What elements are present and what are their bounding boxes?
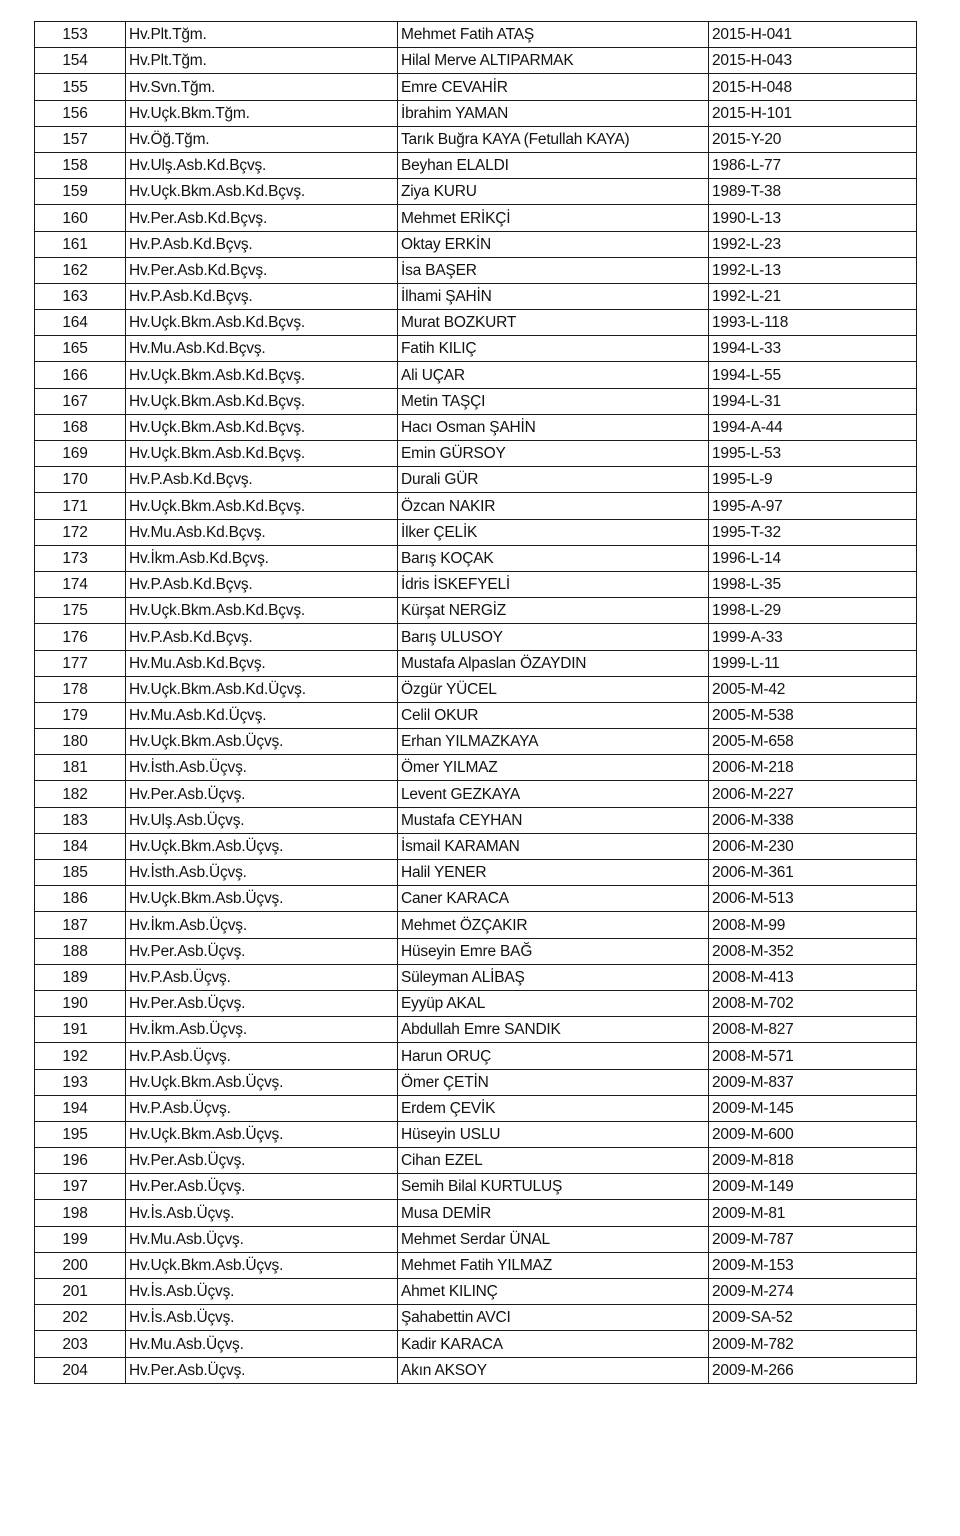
rank-cell: Hv.P.Asb.Kd.Bçvş.	[126, 624, 398, 650]
name-cell: Mehmet ÖZÇAKIR	[398, 912, 709, 938]
name-cell: Semih Bilal KURTULUŞ	[398, 1174, 709, 1200]
table-row	[35, 283, 917, 309]
rank-cell: Hv.Uçk.Bkm.Asb.Kd.Bçvş.	[126, 493, 398, 519]
row-number-cell: 162	[35, 257, 126, 283]
table-row	[35, 22, 917, 48]
registry-number-cell: 2005-M-658	[709, 729, 917, 755]
registry-number-cell: 2015-H-101	[709, 100, 917, 126]
rank-cell: Hv.Mu.Asb.Kd.Üçvş.	[126, 702, 398, 728]
row-number-cell: 192	[35, 1043, 126, 1069]
name-cell: Özgür YÜCEL	[398, 676, 709, 702]
name-cell: Mehmet ERİKÇİ	[398, 205, 709, 231]
name-cell: Ali UÇAR	[398, 362, 709, 388]
name-cell: Caner KARACA	[398, 886, 709, 912]
table-row	[35, 519, 917, 545]
rank-cell: Hv.Uçk.Bkm.Asb.Kd.Üçvş.	[126, 676, 398, 702]
table-body	[35, 22, 917, 1384]
rank-cell: Hv.Svn.Tğm.	[126, 74, 398, 100]
rank-cell: Hv.İkm.Asb.Kd.Bçvş.	[126, 545, 398, 571]
table-row	[35, 48, 917, 74]
row-number-cell: 184	[35, 833, 126, 859]
registry-number-cell: 2005-M-538	[709, 702, 917, 728]
name-cell: Durali GÜR	[398, 467, 709, 493]
rank-cell: Hv.Per.Asb.Üçvş.	[126, 1174, 398, 1200]
table-row	[35, 1095, 917, 1121]
name-cell: Murat BOZKURT	[398, 310, 709, 336]
name-cell: Ahmet KILINÇ	[398, 1279, 709, 1305]
rank-cell: Hv.Plt.Tğm.	[126, 48, 398, 74]
rank-cell: Hv.Ulş.Asb.Kd.Bçvş.	[126, 152, 398, 178]
rank-cell: Hv.Mu.Asb.Üçvş.	[126, 1226, 398, 1252]
name-cell: Metin TAŞÇI	[398, 388, 709, 414]
table-row	[35, 257, 917, 283]
name-cell: Beyhan ELALDI	[398, 152, 709, 178]
name-cell: Ömer YILMAZ	[398, 755, 709, 781]
table-row	[35, 1331, 917, 1357]
row-number-cell: 200	[35, 1252, 126, 1278]
name-cell: İsa BAŞER	[398, 257, 709, 283]
row-number-cell: 197	[35, 1174, 126, 1200]
row-number-cell: 181	[35, 755, 126, 781]
row-number-cell: 154	[35, 48, 126, 74]
row-number-cell: 170	[35, 467, 126, 493]
rank-cell: Hv.Uçk.Bkm.Asb.Kd.Bçvş.	[126, 441, 398, 467]
name-cell: Özcan NAKIR	[398, 493, 709, 519]
table-row	[35, 310, 917, 336]
registry-number-cell: 1992-L-21	[709, 283, 917, 309]
rank-cell: Hv.İs.Asb.Üçvş.	[126, 1200, 398, 1226]
table-row	[35, 938, 917, 964]
name-cell: Hacı Osman ŞAHİN	[398, 414, 709, 440]
registry-number-cell: 1994-L-33	[709, 336, 917, 362]
table-row	[35, 807, 917, 833]
rank-cell: Hv.İs.Asb.Üçvş.	[126, 1279, 398, 1305]
table-row	[35, 912, 917, 938]
name-cell: Emin GÜRSOY	[398, 441, 709, 467]
registry-number-cell: 1989-T-38	[709, 179, 917, 205]
registry-number-cell: 1998-L-35	[709, 571, 917, 597]
row-number-cell: 198	[35, 1200, 126, 1226]
name-cell: Levent GEZKAYA	[398, 781, 709, 807]
registry-number-cell: 2006-M-218	[709, 755, 917, 781]
row-number-cell: 155	[35, 74, 126, 100]
personnel-table	[34, 21, 917, 1384]
table-row	[35, 467, 917, 493]
registry-number-cell: 2009-M-145	[709, 1095, 917, 1121]
registry-number-cell: 2005-M-42	[709, 676, 917, 702]
table-row	[35, 179, 917, 205]
rank-cell: Hv.Mu.Asb.Üçvş.	[126, 1331, 398, 1357]
row-number-cell: 202	[35, 1305, 126, 1331]
row-number-cell: 179	[35, 702, 126, 728]
table-row	[35, 964, 917, 990]
name-cell: Kadir KARACA	[398, 1331, 709, 1357]
row-number-cell: 189	[35, 964, 126, 990]
table-row	[35, 1200, 917, 1226]
table-row	[35, 624, 917, 650]
table-row	[35, 1252, 917, 1278]
table-row	[35, 755, 917, 781]
row-number-cell: 185	[35, 860, 126, 886]
name-cell: Akın AKSOY	[398, 1357, 709, 1383]
registry-number-cell: 2006-M-227	[709, 781, 917, 807]
name-cell: Emre CEVAHİR	[398, 74, 709, 100]
row-number-cell: 193	[35, 1069, 126, 1095]
name-cell: Halil YENER	[398, 860, 709, 886]
table-row	[35, 860, 917, 886]
name-cell: Mustafa Alpaslan ÖZAYDIN	[398, 650, 709, 676]
rank-cell: Hv.Uçk.Bkm.Asb.Kd.Bçvş.	[126, 598, 398, 624]
registry-number-cell: 1990-L-13	[709, 205, 917, 231]
registry-number-cell: 1996-L-14	[709, 545, 917, 571]
registry-number-cell: 2006-M-513	[709, 886, 917, 912]
name-cell: Abdullah Emre SANDIK	[398, 1017, 709, 1043]
registry-number-cell: 2015-H-048	[709, 74, 917, 100]
registry-number-cell: 1998-L-29	[709, 598, 917, 624]
row-number-cell: 187	[35, 912, 126, 938]
registry-number-cell: 2009-SA-52	[709, 1305, 917, 1331]
rank-cell: Hv.Per.Asb.Üçvş.	[126, 781, 398, 807]
name-cell: Mustafa CEYHAN	[398, 807, 709, 833]
name-cell: Mehmet Serdar ÜNAL	[398, 1226, 709, 1252]
row-number-cell: 195	[35, 1121, 126, 1147]
row-number-cell: 196	[35, 1148, 126, 1174]
name-cell: Kürşat NERGİZ	[398, 598, 709, 624]
registry-number-cell: 2008-M-571	[709, 1043, 917, 1069]
rank-cell: Hv.P.Asb.Kd.Bçvş.	[126, 467, 398, 493]
row-number-cell: 160	[35, 205, 126, 231]
registry-number-cell: 1999-A-33	[709, 624, 917, 650]
row-number-cell: 165	[35, 336, 126, 362]
name-cell: İdris İSKEFYELİ	[398, 571, 709, 597]
table-row	[35, 231, 917, 257]
table-row	[35, 729, 917, 755]
table-row	[35, 1279, 917, 1305]
rank-cell: Hv.P.Asb.Üçvş.	[126, 1095, 398, 1121]
rank-cell: Hv.Per.Asb.Üçvş.	[126, 990, 398, 1016]
name-cell: Oktay ERKİN	[398, 231, 709, 257]
name-cell: Hüseyin USLU	[398, 1121, 709, 1147]
name-cell: İlhami ŞAHİN	[398, 283, 709, 309]
registry-number-cell: 2009-M-149	[709, 1174, 917, 1200]
rank-cell: Hv.Uçk.Bkm.Tğm.	[126, 100, 398, 126]
registry-number-cell: 1995-L-9	[709, 467, 917, 493]
registry-number-cell: 2015-Y-20	[709, 126, 917, 152]
table-row	[35, 388, 917, 414]
table-row	[35, 1148, 917, 1174]
rank-cell: Hv.Mu.Asb.Kd.Bçvş.	[126, 519, 398, 545]
registry-number-cell: 2006-M-230	[709, 833, 917, 859]
rank-cell: Hv.Uçk.Bkm.Asb.Üçvş.	[126, 1252, 398, 1278]
name-cell: Cihan EZEL	[398, 1148, 709, 1174]
rank-cell: Hv.Uçk.Bkm.Asb.Kd.Bçvş.	[126, 388, 398, 414]
table-row	[35, 493, 917, 519]
registry-number-cell: 2009-M-153	[709, 1252, 917, 1278]
rank-cell: Hv.Mu.Asb.Kd.Bçvş.	[126, 650, 398, 676]
table-row	[35, 1226, 917, 1252]
table-row	[35, 126, 917, 152]
registry-number-cell: 2008-M-827	[709, 1017, 917, 1043]
table-row	[35, 1017, 917, 1043]
rank-cell: Hv.Per.Asb.Üçvş.	[126, 1148, 398, 1174]
name-cell: Erhan YILMAZKAYA	[398, 729, 709, 755]
table-row	[35, 362, 917, 388]
rank-cell: Hv.Uçk.Bkm.Asb.Üçvş.	[126, 1121, 398, 1147]
rank-cell: Hv.Uçk.Bkm.Asb.Kd.Bçvş.	[126, 310, 398, 336]
rank-cell: Hv.İs.Asb.Üçvş.	[126, 1305, 398, 1331]
table-row	[35, 886, 917, 912]
registry-number-cell: 2008-M-413	[709, 964, 917, 990]
table-row	[35, 414, 917, 440]
rank-cell: Hv.P.Asb.Kd.Bçvş.	[126, 231, 398, 257]
name-cell: Hüseyin Emre BAĞ	[398, 938, 709, 964]
table-row	[35, 1357, 917, 1383]
rank-cell: Hv.P.Asb.Üçvş.	[126, 1043, 398, 1069]
rank-cell: Hv.İsth.Asb.Üçvş.	[126, 755, 398, 781]
row-number-cell: 158	[35, 152, 126, 178]
name-cell: Hilal Merve ALTIPARMAK	[398, 48, 709, 74]
rank-cell: Hv.P.Asb.Kd.Bçvş.	[126, 283, 398, 309]
table-row	[35, 1069, 917, 1095]
registry-number-cell: 2009-M-782	[709, 1331, 917, 1357]
row-number-cell: 176	[35, 624, 126, 650]
registry-number-cell: 1994-L-31	[709, 388, 917, 414]
row-number-cell: 173	[35, 545, 126, 571]
registry-number-cell: 2009-M-266	[709, 1357, 917, 1383]
row-number-cell: 164	[35, 310, 126, 336]
name-cell: Ziya KURU	[398, 179, 709, 205]
name-cell: İbrahim YAMAN	[398, 100, 709, 126]
registry-number-cell: 2006-M-361	[709, 860, 917, 886]
rank-cell: Hv.Uçk.Bkm.Asb.Üçvş.	[126, 729, 398, 755]
name-cell: Şahabettin AVCI	[398, 1305, 709, 1331]
registry-number-cell: 1994-L-55	[709, 362, 917, 388]
row-number-cell: 203	[35, 1331, 126, 1357]
registry-number-cell: 1994-A-44	[709, 414, 917, 440]
name-cell: Mehmet Fatih ATAŞ	[398, 22, 709, 48]
row-number-cell: 153	[35, 22, 126, 48]
name-cell: Süleyman ALİBAŞ	[398, 964, 709, 990]
table-row	[35, 650, 917, 676]
rank-cell: Hv.Per.Asb.Kd.Bçvş.	[126, 205, 398, 231]
rank-cell: Hv.Uçk.Bkm.Asb.Üçvş.	[126, 886, 398, 912]
name-cell: İsmail KARAMAN	[398, 833, 709, 859]
row-number-cell: 171	[35, 493, 126, 519]
row-number-cell: 167	[35, 388, 126, 414]
row-number-cell: 178	[35, 676, 126, 702]
table-row	[35, 1174, 917, 1200]
registry-number-cell: 2009-M-818	[709, 1148, 917, 1174]
table-row	[35, 441, 917, 467]
row-number-cell: 175	[35, 598, 126, 624]
row-number-cell: 172	[35, 519, 126, 545]
registry-number-cell: 2009-M-837	[709, 1069, 917, 1095]
row-number-cell: 159	[35, 179, 126, 205]
registry-number-cell: 2015-H-041	[709, 22, 917, 48]
registry-number-cell: 1992-L-23	[709, 231, 917, 257]
row-number-cell: 157	[35, 126, 126, 152]
name-cell: Erdem ÇEVİK	[398, 1095, 709, 1121]
row-number-cell: 180	[35, 729, 126, 755]
registry-number-cell: 2009-M-787	[709, 1226, 917, 1252]
row-number-cell: 190	[35, 990, 126, 1016]
table-row	[35, 571, 917, 597]
row-number-cell: 177	[35, 650, 126, 676]
row-number-cell: 174	[35, 571, 126, 597]
registry-number-cell: 1995-A-97	[709, 493, 917, 519]
registry-number-cell: 1995-L-53	[709, 441, 917, 467]
row-number-cell: 182	[35, 781, 126, 807]
row-number-cell: 194	[35, 1095, 126, 1121]
name-cell: İlker ÇELİK	[398, 519, 709, 545]
registry-number-cell: 1992-L-13	[709, 257, 917, 283]
name-cell: Fatih KILIÇ	[398, 336, 709, 362]
rank-cell: Hv.Mu.Asb.Kd.Bçvş.	[126, 336, 398, 362]
name-cell: Musa DEMİR	[398, 1200, 709, 1226]
registry-number-cell: 1995-T-32	[709, 519, 917, 545]
table-row	[35, 205, 917, 231]
registry-number-cell: 1993-L-118	[709, 310, 917, 336]
registry-number-cell: 2015-H-043	[709, 48, 917, 74]
row-number-cell: 161	[35, 231, 126, 257]
rank-cell: Hv.Ulş.Asb.Üçvş.	[126, 807, 398, 833]
registry-number-cell: 2008-M-352	[709, 938, 917, 964]
table-row	[35, 598, 917, 624]
registry-number-cell: 1986-L-77	[709, 152, 917, 178]
table-row	[35, 74, 917, 100]
table-row	[35, 336, 917, 362]
table-row	[35, 781, 917, 807]
row-number-cell: 186	[35, 886, 126, 912]
name-cell: Harun ORUÇ	[398, 1043, 709, 1069]
registry-number-cell: 1999-L-11	[709, 650, 917, 676]
name-cell: Barış ULUSOY	[398, 624, 709, 650]
table-row	[35, 990, 917, 1016]
row-number-cell: 199	[35, 1226, 126, 1252]
registry-number-cell: 2009-M-81	[709, 1200, 917, 1226]
rank-cell: Hv.Per.Asb.Kd.Bçvş.	[126, 257, 398, 283]
name-cell: Ömer ÇETİN	[398, 1069, 709, 1095]
registry-number-cell: 2009-M-600	[709, 1121, 917, 1147]
rank-cell: Hv.Plt.Tğm.	[126, 22, 398, 48]
name-cell: Mehmet Fatih YILMAZ	[398, 1252, 709, 1278]
row-number-cell: 168	[35, 414, 126, 440]
table-row	[35, 702, 917, 728]
rank-cell: Hv.Uçk.Bkm.Asb.Kd.Bçvş.	[126, 362, 398, 388]
row-number-cell: 169	[35, 441, 126, 467]
row-number-cell: 163	[35, 283, 126, 309]
table-row	[35, 833, 917, 859]
rank-cell: Hv.P.Asb.Kd.Bçvş.	[126, 571, 398, 597]
table-row	[35, 1043, 917, 1069]
row-number-cell: 188	[35, 938, 126, 964]
row-number-cell: 183	[35, 807, 126, 833]
row-number-cell: 191	[35, 1017, 126, 1043]
table-row	[35, 1305, 917, 1331]
table-row	[35, 1121, 917, 1147]
rank-cell: Hv.İkm.Asb.Üçvş.	[126, 1017, 398, 1043]
table-row	[35, 100, 917, 126]
row-number-cell: 201	[35, 1279, 126, 1305]
name-cell: Barış KOÇAK	[398, 545, 709, 571]
table-row	[35, 152, 917, 178]
table-row	[35, 545, 917, 571]
name-cell: Tarık Buğra KAYA (Fetullah KAYA)	[398, 126, 709, 152]
rank-cell: Hv.Öğ.Tğm.	[126, 126, 398, 152]
registry-number-cell: 2008-M-99	[709, 912, 917, 938]
row-number-cell: 156	[35, 100, 126, 126]
name-cell: Eyyüp AKAL	[398, 990, 709, 1016]
row-number-cell: 166	[35, 362, 126, 388]
registry-number-cell: 2006-M-338	[709, 807, 917, 833]
rank-cell: Hv.İkm.Asb.Üçvş.	[126, 912, 398, 938]
row-number-cell: 204	[35, 1357, 126, 1383]
rank-cell: Hv.P.Asb.Üçvş.	[126, 964, 398, 990]
rank-cell: Hv.Uçk.Bkm.Asb.Kd.Bçvş.	[126, 179, 398, 205]
registry-number-cell: 2009-M-274	[709, 1279, 917, 1305]
registry-number-cell: 2008-M-702	[709, 990, 917, 1016]
rank-cell: Hv.Uçk.Bkm.Asb.Üçvş.	[126, 1069, 398, 1095]
rank-cell: Hv.Uçk.Bkm.Asb.Kd.Bçvş.	[126, 414, 398, 440]
table-row	[35, 676, 917, 702]
name-cell: Celil OKUR	[398, 702, 709, 728]
rank-cell: Hv.Per.Asb.Üçvş.	[126, 938, 398, 964]
rank-cell: Hv.Per.Asb.Üçvş.	[126, 1357, 398, 1383]
rank-cell: Hv.Uçk.Bkm.Asb.Üçvş.	[126, 833, 398, 859]
rank-cell: Hv.İsth.Asb.Üçvş.	[126, 860, 398, 886]
